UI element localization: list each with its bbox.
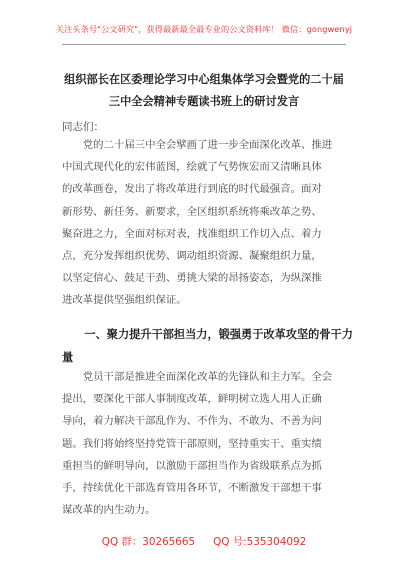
salutation: 同志们：	[62, 121, 104, 133]
intro-line: 中国式现代化的宏伟蓝图，绘就了气势恢宏而又清晰具体	[62, 161, 322, 174]
title-line-1: 组织部长在区委理论学习中心组集体学习会暨党的二十届	[64, 72, 344, 86]
footer-qq-group: QQ 群：30265665	[101, 536, 196, 548]
section-1-line: 手，持续优化干部选育管用各环节，不断激发干部想干事	[62, 482, 322, 495]
intro-line: 的改革画卷，发出了将改革进行到底的时代最强音。面对	[62, 183, 322, 196]
header-divider	[62, 44, 346, 45]
section-heading-1	[62, 323, 358, 368]
intro-line: 点，充分发挥组织优势、调动组织资源、凝聚组织力量，	[62, 250, 322, 263]
section-1-line: 谋改革的内生动力。	[62, 504, 156, 517]
heading-line: 量	[62, 349, 74, 364]
title-line-2: 三中全会精神专题读书班上的研讨发言	[108, 94, 300, 108]
intro-line: 新形势、新任务、新要求，全区组织系统将乘改革之势、	[62, 205, 322, 218]
intro-paragraph	[62, 134, 352, 312]
section-1-line: 重担当的鲜明导向，以激励干部担当作为省级联系点为抓	[62, 459, 322, 472]
intro-line: 以坚定信心、鼓足干劲、勇挑大梁的昂扬姿态，为纵深推	[62, 272, 322, 285]
section-1-line: 导向，着力解决干部乱作为、不作为、不敢为、不善为问	[62, 415, 322, 428]
header-note: 关注头条号"公文研究"，获得最新最全最专业的公文资料库！ 微信：gongwenyj	[55, 24, 353, 34]
section-1-paragraph	[62, 366, 352, 521]
section-1-line: 题。我们将始终坚持党管干部原则，坚持重实干、重实绩	[62, 437, 322, 450]
intro-line: 聚奋进之力，全面对标对表，找准组织工作切入点、着力	[62, 227, 322, 240]
heading-line: 一、聚力提升干部担当力，锻强勇于改革攻坚的骨干力	[62, 327, 353, 341]
section-1-line: 提出，要深化干部人事制度改革，鲜明树立选人用人正确	[62, 393, 322, 406]
footer-contact	[0, 533, 408, 548]
section-1-line: 党员干部是推进全面深化改革的先锋队和主力军。全会	[62, 371, 333, 383]
intro-line: 党的二十届三中全会擘画了进一步全面深化改革、推进	[62, 139, 333, 151]
document-title	[40, 68, 368, 112]
intro-line: 进改革提供坚强组织保证。	[62, 294, 187, 307]
footer-qq-number: QQ 号:535304092	[213, 536, 307, 548]
